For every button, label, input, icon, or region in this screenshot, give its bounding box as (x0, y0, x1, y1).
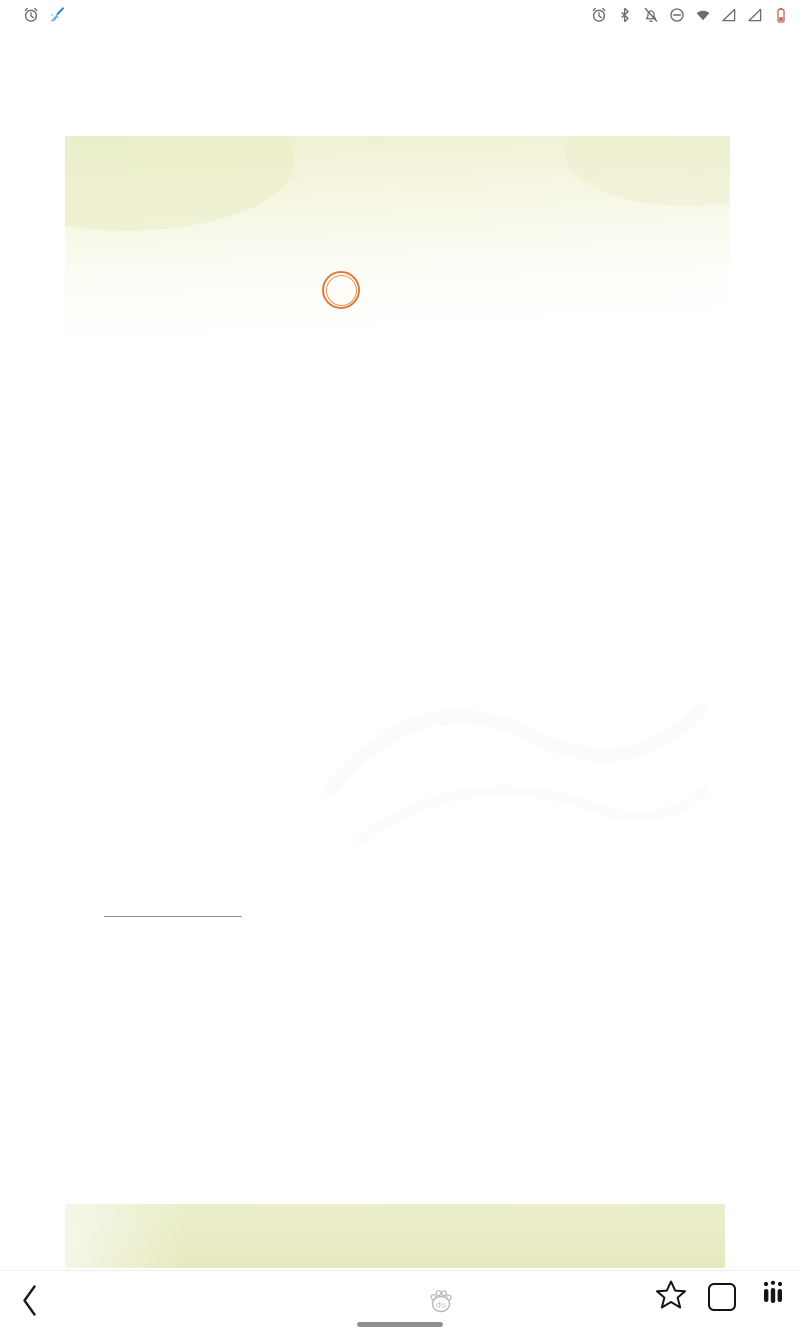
wifi-icon (694, 6, 712, 24)
willow-illustration-top (65, 136, 730, 346)
signal-triangle-2-icon (746, 6, 764, 24)
do-not-disturb-icon (668, 6, 686, 24)
bluetooth-icon (616, 6, 634, 24)
cleaner-icon (48, 6, 66, 24)
battery-icon (772, 6, 790, 24)
status-bar-right (590, 6, 790, 24)
baidu-paw-icon (428, 1288, 454, 1314)
bottom-nav-bar (0, 1270, 800, 1333)
willow-illustration-bottom (65, 1204, 725, 1268)
app-menu-paw-icon[interactable] (758, 1279, 788, 1309)
footnote-divider (104, 916, 242, 917)
alarm-icon (590, 6, 608, 24)
signal-triangle-1-icon (720, 6, 738, 24)
tab-counter-button[interactable] (708, 1283, 736, 1311)
bookmark-star-icon[interactable] (655, 1279, 687, 1311)
back-icon[interactable] (22, 1284, 37, 1317)
status-bar (0, 0, 800, 30)
essay-body (104, 386, 716, 392)
home-indicator[interactable] (357, 1322, 443, 1327)
lesson-title-row (322, 271, 385, 309)
faint-watermark-swirl (300, 640, 720, 870)
alarm-icon (22, 6, 40, 24)
watermark (428, 1288, 457, 1314)
lesson-number-badge (322, 271, 360, 309)
svg-text:du: du (435, 1300, 447, 1310)
notifications-off-icon (642, 6, 660, 24)
status-bar-left (10, 6, 66, 24)
